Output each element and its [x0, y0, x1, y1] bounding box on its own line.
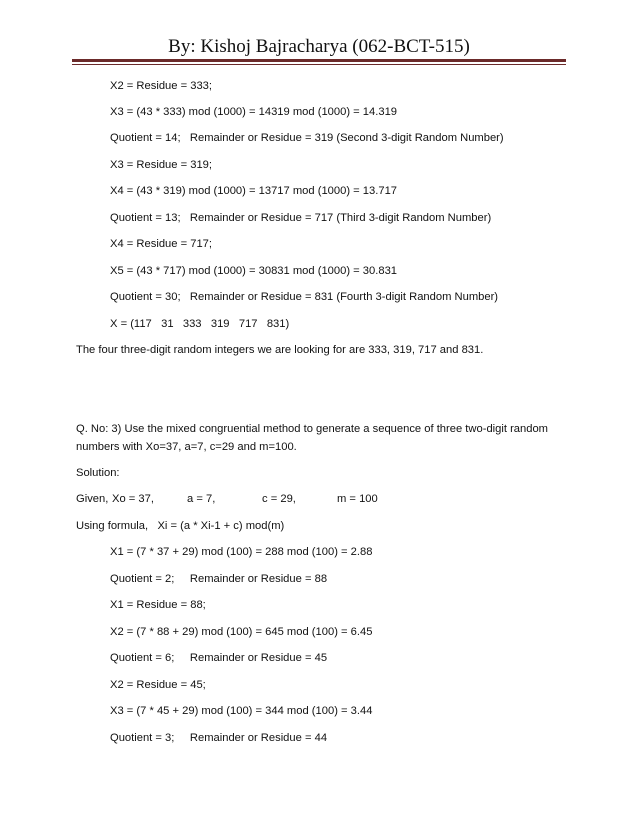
step-line: X2 = Residue = 45; [110, 679, 206, 691]
question-text-line2: numbers with Xo=37, a=7, c=29 and m=100. [76, 441, 297, 453]
header-title: By: Kishoj Bajracharya (062-BCT-515) [168, 36, 470, 57]
calc-line: X3 = (43 * 333) mod (1000) = 14319 mod (1000) = 14.319 [110, 106, 398, 118]
given-x0: Xo = 37, [112, 493, 154, 505]
given-m: m = 100 [337, 493, 378, 505]
step-line: X2 = (7 * 88 + 29) mod (100) = 645 mod (100) = 6.45 [110, 626, 373, 638]
question-text-line1: Q. No: 3) Use the mixed congruential method to generate a sequence of three two-digit random [76, 423, 549, 435]
given-label: Given, [76, 493, 109, 505]
header-rule-thin [72, 64, 566, 65]
step-line: X1 = Residue = 88; [110, 599, 206, 611]
calc-line: Quotient = 14; Remainder or Residue = 319 (Second 3-digit Random Number) [110, 132, 504, 144]
calc-line: X4 = (43 * 319) mod (1000) = 13717 mod (1000) = 13.717 [110, 185, 398, 197]
calc-line: X3 = Residue = 319; [110, 159, 213, 171]
step-line: X1 = (7 * 37 + 29) mod (100) = 288 mod (100) = 2.88 [110, 546, 373, 558]
calc-line: X4 = Residue = 717; [110, 238, 213, 250]
formula-line: Using formula, Xi = (a * Xi-1 + c) mod(m) [76, 520, 285, 532]
calc-line: X2 = Residue = 333; [110, 80, 213, 92]
calc-line: X = (117 31 333 319 717 831) [110, 318, 290, 330]
solution-label: Solution: [76, 467, 120, 479]
conclusion-text: The four three-digit random integers we are looking for are 333, 319, 717 and 831. [76, 344, 484, 356]
given-a: a = 7, [187, 493, 216, 505]
calc-line: Quotient = 13; Remainder or Residue = 717 (Third 3-digit Random Number) [110, 212, 492, 224]
calc-line: X5 = (43 * 717) mod (1000) = 30831 mod (1000) = 30.831 [110, 265, 398, 277]
step-line: Quotient = 3; Remainder or Residue = 44 [110, 732, 328, 744]
step-line: X3 = (7 * 45 + 29) mod (100) = 344 mod (100) = 3.44 [110, 705, 373, 717]
given-c: c = 29, [262, 493, 296, 505]
step-line: Quotient = 6; Remainder or Residue = 45 [110, 652, 328, 664]
step-line: Quotient = 2; Remainder or Residue = 88 [110, 573, 328, 585]
calc-line: Quotient = 30; Remainder or Residue = 831 (Fourth 3-digit Random Number) [110, 291, 499, 303]
header-rule-thick [72, 59, 566, 62]
